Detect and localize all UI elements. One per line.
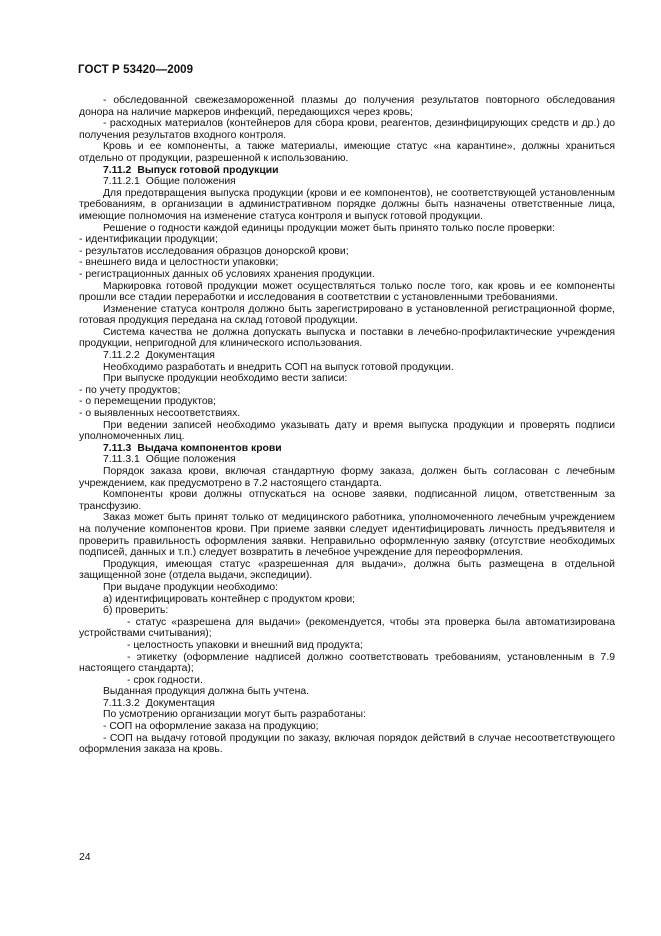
subsection-heading-7-11-3-2 xyxy=(79,698,615,710)
section-title: Общие положения xyxy=(145,176,236,188)
section-heading-7-11-3 xyxy=(79,443,615,455)
section-number: 7.11.3 xyxy=(103,442,132,454)
section-heading-7-11-2 xyxy=(79,165,615,177)
document-body xyxy=(79,95,615,756)
paragraph: Решение о годности каждой единицы продукции может быть принято только после проверки: xyxy=(103,222,555,234)
section-number: 7.11.2.1 xyxy=(103,176,140,188)
section-title: Документация xyxy=(145,697,215,709)
list-item: - СОП на оформление заказа на продукцию; xyxy=(103,721,319,733)
paragraph: Маркировка готовой продукции может осуществляться только после того, как кровь и ее компоненты прошли все стадии переработки и исследования в соответствии с установленными требованиями. xyxy=(79,280,615,304)
list-item: - этикетку (оформление надписей должно соответствовать требованиям, установленным в 7.9 настоящего стандарта); xyxy=(79,651,615,675)
paragraph: Заказ может быть принят только от медицинского работника, уполномоченного лечебным учреждением на получение компонентов крови. При приеме заявки следует идентифицировать личность предъявителя и проверить правильность оформления заявки. Неправильно оформленную заявку (отсутствие необходимых подписей, данных и т.п.) следует возвратить в лечебное учреждение для переоформления. xyxy=(79,512,615,559)
list-item: - срок годности. xyxy=(127,674,203,686)
section-number: 7.11.2.2 xyxy=(103,350,140,362)
paragraph: Для предотвращения выпуска продукции (крови и ее компонентов), не соответствующей установленным требованиям, в организации в административном порядке должны быть назначены ответственные лица, имеющие полномочия на изменение статуса контроля и выпуск готовой продукции. xyxy=(79,187,615,222)
section-title: Выпуск готовой продукции xyxy=(137,164,279,176)
paragraph: По усмотрению организации могут быть разработаны: xyxy=(103,709,366,721)
paragraph: Выданная продукция должна быть учтена. xyxy=(103,686,309,698)
list-item: - регистрационных данных об условиях хранения продукции. xyxy=(79,268,375,280)
list-item: - СОП на выдачу готовой продукции по заказу, включая порядок действий в случае несоответствующего оформления заказа на кровь. xyxy=(79,732,615,756)
paragraph: Компоненты крови должны отпускаться на основе заявки, подписанной лицом, ответственным за трансфузию. xyxy=(79,489,615,512)
paragraph: Необходимо разработать и внедрить СОП на выпуск готовой продукции. xyxy=(103,361,454,373)
list-item: - идентификации продукции; xyxy=(79,234,218,246)
paragraph: При ведении записей необходимо указывать дату и время выпуска продукции и проверять подписи уполномоченных лиц. xyxy=(79,419,615,443)
list-item: - о выявленных несоответствиях. xyxy=(79,408,241,420)
section-number: 7.11.2 xyxy=(103,164,132,176)
list-item: - по учету продуктов; xyxy=(79,384,181,396)
list-item: - о перемещении продуктов; xyxy=(79,396,217,408)
subsection-heading-7-11-3-1 xyxy=(79,454,615,466)
list-item: б) проверить: xyxy=(103,605,169,617)
paragraph: При выдаче продукции необходимо: xyxy=(103,581,279,593)
document-header: ГОСТ Р 53420—2009 xyxy=(78,64,194,76)
list-item: - статус «разрешена для выдачи» (рекомендуется, чтобы эта проверка была автоматизирована устройствами считывания); xyxy=(79,616,615,640)
paragraph: Порядок заказа крови, включая стандартную форму заказа, должен быть согласован с лечебным учреждением, как предусмотрено в 7.2 настоящего стандарта. xyxy=(79,466,615,489)
list-item: - внешнего вида и целостности упаковки; xyxy=(79,257,279,269)
section-title: Выдача компонентов крови xyxy=(137,442,282,454)
subsection-heading-7-11-2-2 xyxy=(79,350,615,362)
section-title: Общие положения xyxy=(145,454,236,466)
paragraph: Продукция, имеющая статус «разрешенная для выдачи», должна быть размещена в отдельной защищенной зоне (отдела выдачи, экспедиции). xyxy=(79,558,615,582)
list-item: а) идентифицировать контейнер с продуктом крови; xyxy=(103,593,356,605)
paragraph: Система качества не должна допускать выпуска и поставки в лечебно-профилактические учреждения продукции, непригодной для клинического использования. xyxy=(79,326,615,350)
section-number: 7.11.3.2 xyxy=(103,697,140,709)
subsection-heading-7-11-2-1 xyxy=(79,176,615,188)
list-item: - целостность упаковки и внешний вид продукта; xyxy=(127,639,363,651)
paragraph: Кровь и ее компоненты, а также материалы, имеющие статус «на карантине», должны храниться отдельно от продукции, разрешенной к использованию. xyxy=(79,141,615,164)
page-number: 24 xyxy=(79,852,91,863)
paragraph: - обследованной свежезамороженной плазмы до получения результатов повторного обследования донора на наличие маркеров инфекций, передающихся через кровь; xyxy=(79,95,615,118)
paragraph: Изменение статуса контроля должно быть зарегистрировано в установленной регистрационной форме, готовая продукция передана на склад готовой продукции. xyxy=(79,303,615,327)
list-item: - результатов исследования образцов донорской крови; xyxy=(79,245,349,257)
paragraph: При выпуске продукции необходимо вести записи: xyxy=(103,373,348,385)
paragraph: - расходных материалов (контейнеров для сбора крови, реагентов, дезинфицирующих средств и др.) до получения результатов входного контроля. xyxy=(79,118,615,141)
section-title: Документация xyxy=(145,350,215,362)
section-number: 7.11.3.1 xyxy=(103,454,140,466)
